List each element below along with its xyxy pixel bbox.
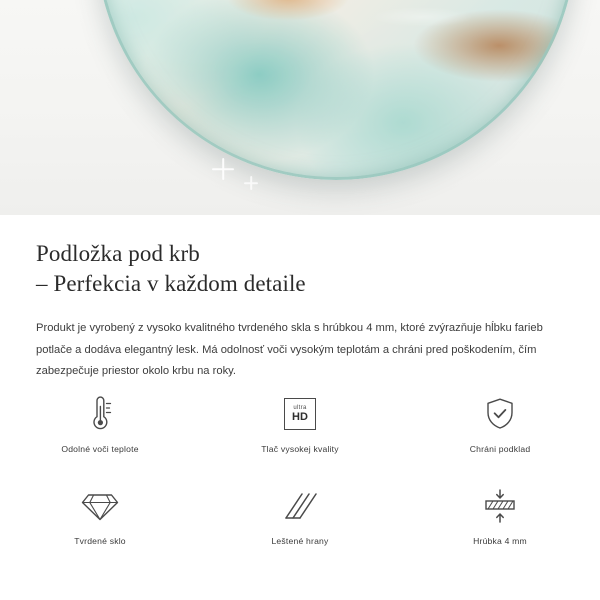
feature-label: Chráni podklad bbox=[469, 444, 531, 454]
ultra-hd-badge-top: ultra bbox=[293, 405, 307, 411]
feature-heat-resistance bbox=[0, 392, 200, 470]
feature-tempered-glass bbox=[0, 484, 200, 562]
thickness-icon bbox=[481, 484, 519, 528]
headline-line-2: – Perfekcia v každom detaile bbox=[36, 271, 306, 297]
ultra-hd-badge-bottom: HD bbox=[292, 411, 308, 423]
feature-thickness bbox=[400, 484, 600, 562]
hero-image bbox=[0, 0, 600, 215]
diamond-icon bbox=[80, 484, 120, 528]
feature-print-quality bbox=[200, 392, 400, 470]
polished-edges-icon bbox=[282, 484, 318, 528]
glass-board-product-image bbox=[96, 0, 576, 180]
feature-grid bbox=[0, 392, 600, 562]
page-title bbox=[36, 239, 564, 300]
product-description-paragraph: Produkt je vyrobený z vysoko kvalitného tvrdeného skla s hrúbkou 4 mm, ktoré zvýrazňuje hĺbku farieb potlače a dodáva elegantný lesk. Má odolnosť voči vysokým teplotám a chráni pred poškodením, čím zabezpečuje priestor okolo krbu na roky. bbox=[36, 321, 543, 378]
feature-surface-protection bbox=[400, 392, 600, 470]
shield-check-icon bbox=[483, 392, 517, 436]
marble-artwork bbox=[96, 0, 576, 180]
feature-label: Odolné voči teplote bbox=[61, 444, 139, 454]
thermometer-icon bbox=[83, 392, 117, 436]
feature-label: Tlač vysokej kvality bbox=[261, 444, 339, 454]
feature-label: Tvrdené sklo bbox=[74, 536, 126, 546]
text-content bbox=[0, 215, 600, 383]
feature-label: Hrúbka 4 mm bbox=[473, 536, 527, 546]
feature-label: Leštené hrany bbox=[271, 536, 329, 546]
headline-line-1: Podložka pod krb bbox=[36, 241, 200, 266]
feature-polished-edges bbox=[200, 484, 400, 562]
ultra-hd-icon bbox=[284, 392, 316, 436]
